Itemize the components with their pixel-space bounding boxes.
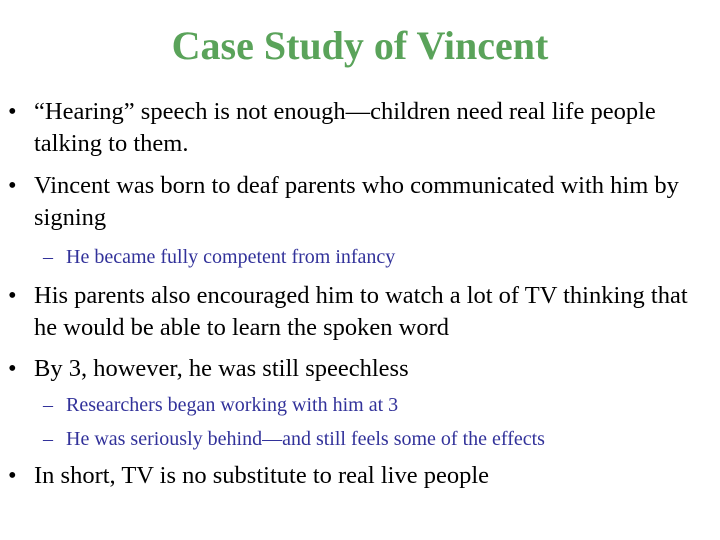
sub-list-item-text: He became fully competent from infancy	[66, 246, 396, 268]
list-item-text: “Hearing” speech is not enough—children need real life people talking to them.	[34, 98, 656, 157]
list-item	[8, 170, 698, 234]
bullet-marker: •	[8, 98, 17, 125]
dash-marker: –	[43, 428, 53, 450]
list-item-text: His parents also encouraged him to watch a lot of TV thinking that he would be able to learn the spoken word	[34, 282, 688, 341]
bullet-marker: •	[8, 355, 17, 382]
sub-list-item	[43, 392, 703, 418]
sub-list-item-text: Researchers began working with him at 3	[66, 394, 399, 416]
dash-marker: –	[43, 246, 53, 268]
list-item-text: By 3, however, he was still speechless	[34, 355, 409, 382]
bullet-marker: •	[8, 462, 17, 489]
bullet-marker: •	[8, 282, 17, 309]
dash-marker: –	[43, 394, 53, 416]
list-item-text: In short, TV is no substitute to real live people	[34, 462, 490, 489]
sub-list-item	[43, 426, 703, 452]
list-item	[8, 280, 698, 344]
sub-list-item	[43, 244, 703, 270]
slide-title: Case Study of Vincent	[171, 23, 549, 68]
sub-list-item-text: He was seriously behind—and still feels some of the effects	[66, 428, 545, 450]
list-item-text: Vincent was born to deaf parents who communicated with him by signing	[34, 172, 679, 231]
bullet-marker: •	[8, 172, 17, 199]
list-item	[8, 353, 698, 385]
list-item	[8, 96, 698, 160]
list-item	[8, 460, 698, 492]
